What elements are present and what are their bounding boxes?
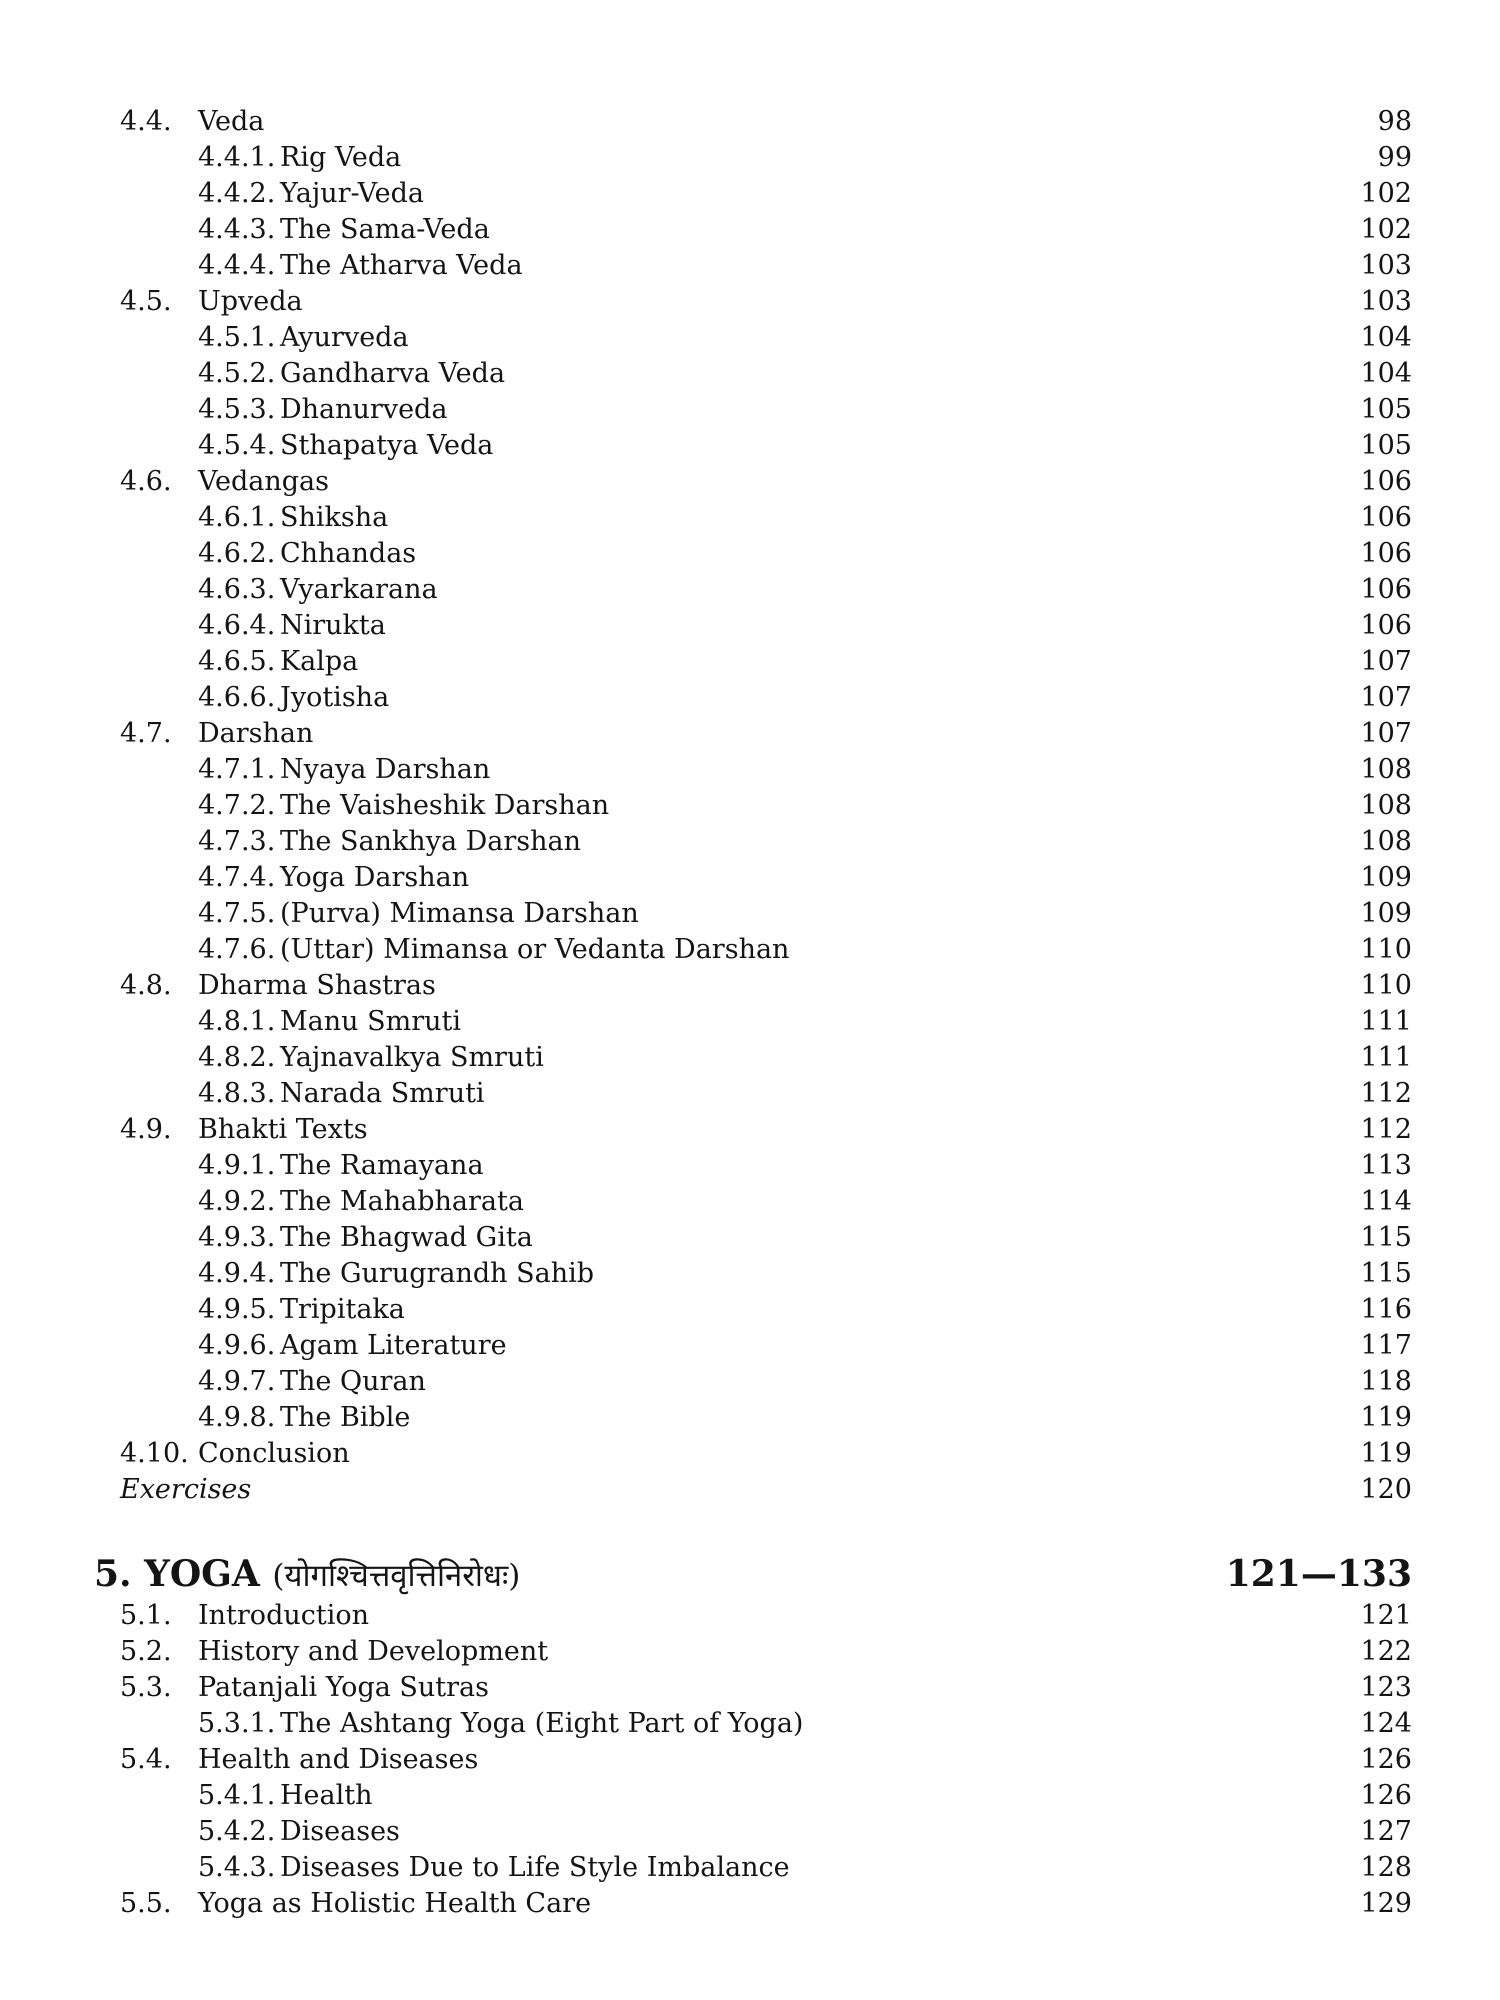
toc-entry — [120, 1256, 1412, 1292]
toc-entry-title: The Atharva Veda — [280, 250, 523, 281]
toc-entry — [120, 824, 1412, 860]
toc-entry-number: 4.10. — [120, 1438, 189, 1469]
toc-entry-page: 106 — [1360, 574, 1412, 605]
toc-entry — [120, 536, 1412, 572]
toc-entry — [120, 1634, 1412, 1670]
toc-entry-number: 4.7.1. — [198, 754, 276, 785]
toc-entry-title: The Bible — [280, 1402, 411, 1433]
toc-entry-number: 4.7. — [120, 718, 172, 749]
toc-entry-number: 4.5.1. — [198, 322, 276, 353]
toc-entry — [120, 1112, 1412, 1148]
toc-entry-title: Nyaya Darshan — [280, 754, 491, 785]
toc-entry-number: 4.9.5. — [198, 1294, 276, 1325]
toc-entry — [120, 1814, 1412, 1850]
toc-entry — [120, 1778, 1412, 1814]
toc-entry — [120, 1328, 1412, 1364]
toc-entry — [120, 1598, 1412, 1634]
toc-entry-page: 111 — [1360, 1042, 1412, 1073]
toc-entry — [120, 1076, 1412, 1112]
toc-entry-title: Shiksha — [280, 502, 389, 533]
toc-entry — [120, 716, 1412, 752]
toc-entry-title: The Vaisheshik Darshan — [280, 790, 610, 821]
toc-entry-title: Rig Veda — [280, 142, 402, 173]
toc-entry-title: Tripitaka — [280, 1294, 405, 1325]
toc-entry-page: 108 — [1360, 826, 1412, 857]
toc-entry-page: 106 — [1360, 610, 1412, 641]
toc-entry-page: 104 — [1360, 358, 1412, 389]
toc-entry-title: Yoga Darshan — [280, 862, 470, 893]
toc-entry-title: The Bhagwad Gita — [280, 1222, 533, 1253]
toc-entry-page: 110 — [1360, 934, 1412, 965]
toc-entry-number: 4.4.4. — [198, 250, 276, 281]
toc-entry-title: Jyotisha — [280, 682, 390, 713]
toc-entry-title: Patanjali Yoga Sutras — [198, 1672, 490, 1703]
toc-entry — [120, 176, 1412, 212]
toc-entry-title: Yoga as Holistic Health Care — [198, 1888, 592, 1919]
toc-entry — [120, 1436, 1412, 1472]
toc-entry-page: 107 — [1360, 718, 1412, 749]
toc-entry-page: 115 — [1360, 1222, 1412, 1253]
toc-entry — [120, 788, 1412, 824]
toc-entry-title: Ayurveda — [280, 322, 409, 353]
chapter-gap — [120, 1508, 1412, 1550]
toc-entry-page: 104 — [1360, 322, 1412, 353]
toc-entry — [120, 608, 1412, 644]
chapter-page-range: 121—133 — [1225, 1553, 1412, 1595]
toc-entry-page: 120 — [1360, 1474, 1412, 1505]
toc-entry-title: The Gurugrandh Sahib — [280, 1258, 595, 1289]
toc-entry — [120, 140, 1412, 176]
toc-entry-number: 4.9.7. — [198, 1366, 276, 1397]
toc-entry — [120, 1670, 1412, 1706]
toc-entry — [120, 1706, 1412, 1742]
toc-entry-page: 129 — [1360, 1888, 1412, 1919]
toc-entry-page: 114 — [1360, 1186, 1412, 1217]
toc-entry-number: 4.6.3. — [198, 574, 276, 605]
toc-entry-page: 115 — [1360, 1258, 1412, 1289]
toc-entry-page: 121 — [1360, 1600, 1412, 1631]
toc-entry-number: 4.9.3. — [198, 1222, 276, 1253]
toc-entry-title: Yajnavalkya Smruti — [280, 1042, 544, 1073]
toc-entry-number: 4.7.2. — [198, 790, 276, 821]
chapter-title: 5. YOGA — [94, 1553, 260, 1595]
toc-entry-title: Conclusion — [198, 1438, 350, 1469]
toc-entry-number: 4.9. — [120, 1114, 172, 1145]
toc-entry-page: 112 — [1360, 1114, 1412, 1145]
toc-entry-number: 4.5.2. — [198, 358, 276, 389]
table-of-contents — [94, 104, 1412, 1922]
toc-entry-page: 111 — [1360, 1006, 1412, 1037]
chapter-sanskrit-subtitle: (योगश्चित्तवृत्तिनिरोधः) — [272, 1558, 521, 1594]
chapter-heading — [94, 1550, 1412, 1598]
toc-entry-number: 5.1. — [120, 1600, 172, 1631]
chapter-title-wrap — [94, 1550, 520, 1600]
toc-entry-page: 116 — [1360, 1294, 1412, 1325]
toc-entry-number: 5.2. — [120, 1636, 172, 1667]
toc-entry-number: 4.6.1. — [198, 502, 276, 533]
toc-entry-page: 103 — [1360, 250, 1412, 281]
toc-entry-number: 4.5. — [120, 286, 172, 317]
toc-entry-number: 4.7.4. — [198, 862, 276, 893]
toc-entry-page: 108 — [1360, 790, 1412, 821]
toc-entry — [120, 1742, 1412, 1778]
toc-entry — [120, 1220, 1412, 1256]
toc-entry — [120, 1886, 1412, 1922]
toc-entry-title: Sthapatya Veda — [280, 430, 494, 461]
toc-entry-number: 4.4.1. — [198, 142, 276, 173]
toc-entry-page: 126 — [1360, 1744, 1412, 1775]
toc-entry — [120, 932, 1412, 968]
toc-entry — [120, 1400, 1412, 1436]
toc-entry-page: 128 — [1360, 1852, 1412, 1883]
toc-section-5 — [120, 1598, 1412, 1922]
toc-entry-title: Vedangas — [198, 466, 330, 497]
toc-entry-page: 119 — [1360, 1438, 1412, 1469]
toc-entry-page: 110 — [1360, 970, 1412, 1001]
toc-entry — [120, 1148, 1412, 1184]
toc-entry — [120, 896, 1412, 932]
toc-entry-page: 106 — [1360, 502, 1412, 533]
toc-entry-number: 4.6.2. — [198, 538, 276, 569]
toc-entry-page: 124 — [1360, 1708, 1412, 1739]
toc-entry-page: 102 — [1360, 214, 1412, 245]
toc-entry-number: 5.4.3. — [198, 1852, 276, 1883]
toc-entry-number: 4.7.3. — [198, 826, 276, 857]
toc-entry-page: 123 — [1360, 1672, 1412, 1703]
toc-entry-number: 5.4.1. — [198, 1780, 276, 1811]
toc-entry-title: The Mahabharata — [280, 1186, 524, 1217]
toc-entry — [120, 428, 1412, 464]
toc-entry-title: Yajur-Veda — [280, 178, 425, 209]
toc-entry-title: The Sama-Veda — [280, 214, 490, 245]
toc-entry-number: 5.4.2. — [198, 1816, 276, 1847]
toc-entry-number: 4.7.6. — [198, 934, 276, 965]
toc-entry — [120, 320, 1412, 356]
toc-entry-title: Narada Smruti — [280, 1078, 485, 1109]
toc-entry — [120, 1004, 1412, 1040]
toc-entry — [120, 1850, 1412, 1886]
toc-entry-page: 98 — [1377, 106, 1412, 137]
toc-entry-number: 4.4.3. — [198, 214, 276, 245]
toc-entry-number: 4.4. — [120, 106, 172, 137]
toc-entry — [120, 752, 1412, 788]
toc-entry-title: Introduction — [198, 1600, 369, 1631]
toc-entry-title: The Ashtang Yoga (Eight Part of Yoga) — [280, 1708, 804, 1739]
toc-entry — [120, 1364, 1412, 1400]
toc-entry-number: 4.8. — [120, 970, 172, 1001]
toc-entry-page: 127 — [1360, 1816, 1412, 1847]
toc-entry-title: Agam Literature — [280, 1330, 507, 1361]
toc-entry-page: 105 — [1360, 394, 1412, 425]
toc-entry-page: 126 — [1360, 1780, 1412, 1811]
toc-entry-page: 102 — [1360, 178, 1412, 209]
toc-entry-title: Manu Smruti — [280, 1006, 461, 1037]
toc-entry — [120, 860, 1412, 896]
toc-entry — [120, 212, 1412, 248]
toc-entry-title: Kalpa — [280, 646, 359, 677]
toc-entry-number: 4.5.3. — [198, 394, 276, 425]
toc-entry-title: Veda — [198, 106, 265, 137]
toc-entry-title: Nirukta — [280, 610, 386, 641]
toc-entry-page: 122 — [1360, 1636, 1412, 1667]
toc-entry-page: 107 — [1360, 682, 1412, 713]
toc-entry-title: Vyarkarana — [280, 574, 438, 605]
toc-entry-page: 103 — [1360, 286, 1412, 317]
toc-entry-number: 4.8.2. — [198, 1042, 276, 1073]
toc-entry-title: Dharma Shastras — [198, 970, 436, 1001]
toc-entry — [120, 464, 1412, 500]
toc-entry-number: 4.9.1. — [198, 1150, 276, 1181]
toc-entry — [120, 392, 1412, 428]
toc-entry — [120, 356, 1412, 392]
toc-entry-number: 4.8.3. — [198, 1078, 276, 1109]
toc-entry-title: The Ramayana — [280, 1150, 484, 1181]
toc-entry — [120, 680, 1412, 716]
toc-entry-page: 119 — [1360, 1402, 1412, 1433]
toc-entry — [120, 104, 1412, 140]
toc-entry-title: Diseases — [280, 1816, 400, 1847]
toc-entry-number: 4.6.6. — [198, 682, 276, 713]
toc-entry-page: 107 — [1360, 646, 1412, 677]
toc-entry-title: The Quran — [280, 1366, 426, 1397]
toc-entry-number: 5.4. — [120, 1744, 172, 1775]
toc-entry-page: 109 — [1360, 862, 1412, 893]
toc-entry-number: 5.5. — [120, 1888, 172, 1919]
toc-entry-number: 4.9.6. — [198, 1330, 276, 1361]
toc-entry-title: The Sankhya Darshan — [280, 826, 582, 857]
toc-entry-page: 99 — [1377, 142, 1412, 173]
toc-entry-number: 4.6. — [120, 466, 172, 497]
toc-entry-title: Bhakti Texts — [198, 1114, 368, 1145]
toc-entry-number: 4.7.5. — [198, 898, 276, 929]
toc-entry-number: 4.5.4. — [198, 430, 276, 461]
toc-entry-title: Chhandas — [280, 538, 417, 569]
toc-entry-page: 106 — [1360, 466, 1412, 497]
toc-entry-title: Dhanurveda — [280, 394, 448, 425]
toc-section-4 — [120, 104, 1412, 1508]
toc-entry — [120, 572, 1412, 608]
toc-entry — [120, 1040, 1412, 1076]
toc-entry — [120, 500, 1412, 536]
toc-entry-number: 5.3. — [120, 1672, 172, 1703]
toc-entry-title: History and Development — [198, 1636, 549, 1667]
toc-entry-page: 108 — [1360, 754, 1412, 785]
toc-entry-title: (Purva) Mimansa Darshan — [280, 898, 639, 929]
toc-entry-page: 118 — [1360, 1366, 1412, 1397]
toc-entry — [120, 1472, 1412, 1508]
toc-entry — [120, 1184, 1412, 1220]
toc-entry-number: 5.3.1. — [198, 1708, 276, 1739]
toc-entry-title: (Uttar) Mimansa or Vedanta Darshan — [280, 934, 790, 965]
toc-entry — [120, 968, 1412, 1004]
toc-entry — [120, 248, 1412, 284]
toc-entry-page: 105 — [1360, 430, 1412, 461]
toc-entry-title: Health and Diseases — [198, 1744, 479, 1775]
toc-entry-number: 4.9.4. — [198, 1258, 276, 1289]
toc-entry-number: 4.6.5. — [198, 646, 276, 677]
toc-entry — [120, 644, 1412, 680]
toc-entry-page: 112 — [1360, 1078, 1412, 1109]
toc-entry-number: 4.6.4. — [198, 610, 276, 641]
toc-entry-page: 113 — [1360, 1150, 1412, 1181]
toc-entry-page: 106 — [1360, 538, 1412, 569]
toc-entry-number: 4.8.1. — [198, 1006, 276, 1037]
toc-entry-title: Health — [280, 1780, 373, 1811]
toc-entry — [120, 284, 1412, 320]
toc-entry-number: 4.9.2. — [198, 1186, 276, 1217]
toc-entry-number: 4.4.2. — [198, 178, 276, 209]
toc-entry-page: 117 — [1360, 1330, 1412, 1361]
toc-entry — [120, 1292, 1412, 1328]
toc-entry-title: Darshan — [198, 718, 314, 749]
toc-entry-title: Exercises — [120, 1474, 252, 1505]
toc-entry-number: 4.9.8. — [198, 1402, 276, 1433]
toc-entry-title: Gandharva Veda — [280, 358, 506, 389]
toc-entry-title: Upveda — [198, 286, 303, 317]
toc-entry-page: 109 — [1360, 898, 1412, 929]
toc-entry-title: Diseases Due to Life Style Imbalance — [280, 1852, 790, 1883]
